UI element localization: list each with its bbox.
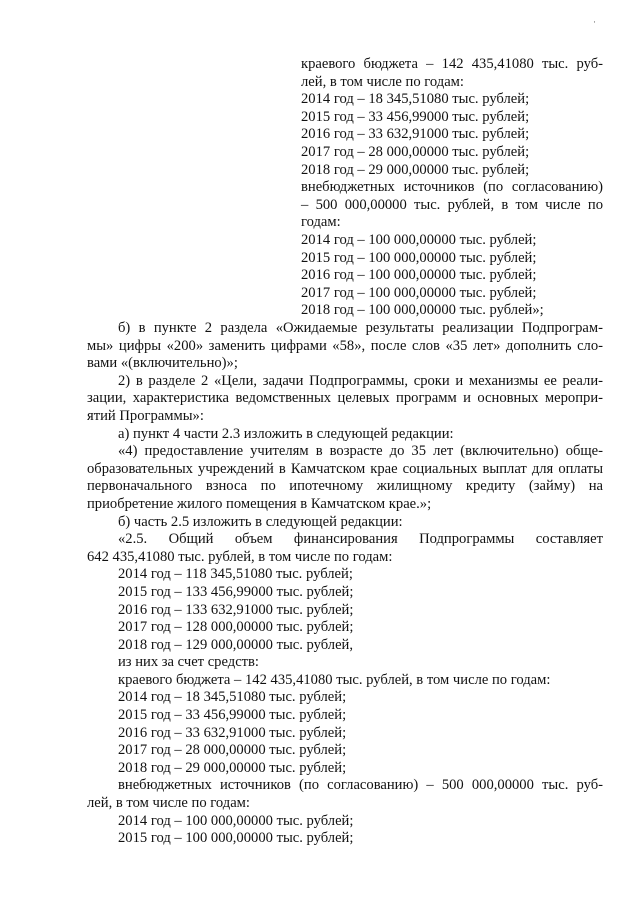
text-line: 2014 год – 100 000,00000 тыс. рублей; bbox=[301, 231, 537, 248]
text-line: а) пункт 4 части 2.3 изложить в следующей редакции: bbox=[118, 425, 454, 442]
text-line: внебюджетных источников (по согласованию) bbox=[301, 179, 603, 196]
text-line: 2014 год – 18 345,51080 тыс. рублей; bbox=[118, 689, 347, 706]
text-line: образовательных учреждений в Камчатском крае социальных выплат для оплаты bbox=[87, 460, 603, 477]
text-line: 2015 год – 100 000,00000 тыс. рублей; bbox=[301, 249, 537, 266]
text-line: – 500 000,00000 тыс. рублей, в том числе по bbox=[301, 196, 603, 213]
text-line: 2014 год – 100 000,00000 тыс. рублей; bbox=[118, 812, 354, 829]
text-line: 2017 год – 100 000,00000 тыс. рублей; bbox=[301, 284, 537, 301]
text-line: 2018 год – 29 000,00000 тыс. рублей; bbox=[301, 161, 530, 178]
text-line: «4) предоставление учителям в возрасте до 35 лет (включительно) обще- bbox=[118, 443, 603, 460]
text-line: первоначального взноса по ипотечному жилищному кредиту (займу) на bbox=[87, 478, 603, 495]
text-line: 2015 год – 33 456,99000 тыс. рублей; bbox=[301, 108, 530, 125]
text-line: 2017 год – 28 000,00000 тыс. рублей; bbox=[118, 742, 347, 759]
text-line: зации, характеристика ведомственных целевых программ и основных меропри- bbox=[87, 390, 603, 407]
text-line: внебюджетных источников (по согласованию) – 500 000,00000 тыс. руб- bbox=[118, 777, 603, 794]
text-line: 2016 год – 100 000,00000 тыс. рублей; bbox=[301, 267, 537, 284]
text-line: «2.5. Общий объем финансирования Подпрограммы составляет bbox=[118, 531, 603, 548]
text-line: вами «(включительно)»; bbox=[87, 355, 238, 372]
text-line: краевого бюджета – 142 435,41080 тыс. рублей, в том числе по годам: bbox=[118, 671, 551, 688]
text-line: 2017 год – 28 000,00000 тыс. рублей; bbox=[301, 143, 530, 160]
text-line: 2015 год – 100 000,00000 тыс. рублей; bbox=[118, 830, 354, 847]
text-line: 642 435,41080 тыс. рублей, в том числе по годам: bbox=[87, 548, 393, 565]
text-line: 2018 год – 129 000,00000 тыс. рублей, bbox=[118, 636, 354, 653]
text-line: 2016 год – 133 632,91000 тыс. рублей; bbox=[118, 601, 354, 618]
text-line: 2014 год – 18 345,51080 тыс. рублей; bbox=[301, 91, 530, 108]
text-line: приобретение жилого помещения в Камчатском крае.»; bbox=[87, 495, 432, 512]
text-line: 2) в разделе 2 «Цели, задачи Подпрограммы, сроки и механизмы ее реали- bbox=[118, 372, 603, 389]
text-line: ятий Программы»: bbox=[87, 407, 204, 424]
text-line: годам: bbox=[301, 214, 341, 231]
text-line: из них за счет средств: bbox=[118, 654, 259, 671]
text-line: 2018 год – 29 000,00000 тыс. рублей; bbox=[118, 759, 347, 776]
text-line: краевого бюджета – 142 435,41080 тыс. руб- bbox=[301, 56, 603, 72]
text-line: 2014 год – 118 345,51080 тыс. рублей; bbox=[118, 566, 353, 583]
text-line: б) часть 2.5 изложить в следующей редакции: bbox=[118, 513, 403, 530]
text-line: 2018 год – 100 000,00000 тыс. рублей»; bbox=[301, 302, 544, 319]
text-line: мы» цифры «200» заменить цифрами «58», после слов «35 лет» дополнить сло- bbox=[87, 337, 603, 354]
text-line: лей, в том числе по годам: bbox=[301, 73, 464, 90]
scan-dot: · bbox=[593, 17, 596, 27]
text-line: 2017 год – 128 000,00000 тыс. рублей; bbox=[118, 619, 354, 636]
funding-continuation-block bbox=[301, 56, 603, 320]
text-line: 2015 год – 133 456,99000 тыс. рублей; bbox=[118, 583, 354, 600]
text-line: 2016 год – 33 632,91000 тыс. рублей; bbox=[301, 126, 530, 143]
text-line: 2015 год – 33 456,99000 тыс. рублей; bbox=[118, 707, 347, 724]
text-line: б) в пункте 2 раздела «Ожидаемые результаты реализации Подпрограм- bbox=[118, 320, 603, 336]
amendments-body bbox=[87, 320, 603, 848]
text-line: лей, в том числе по годам: bbox=[87, 795, 250, 812]
text-line: 2016 год – 33 632,91000 тыс. рублей; bbox=[118, 724, 347, 741]
